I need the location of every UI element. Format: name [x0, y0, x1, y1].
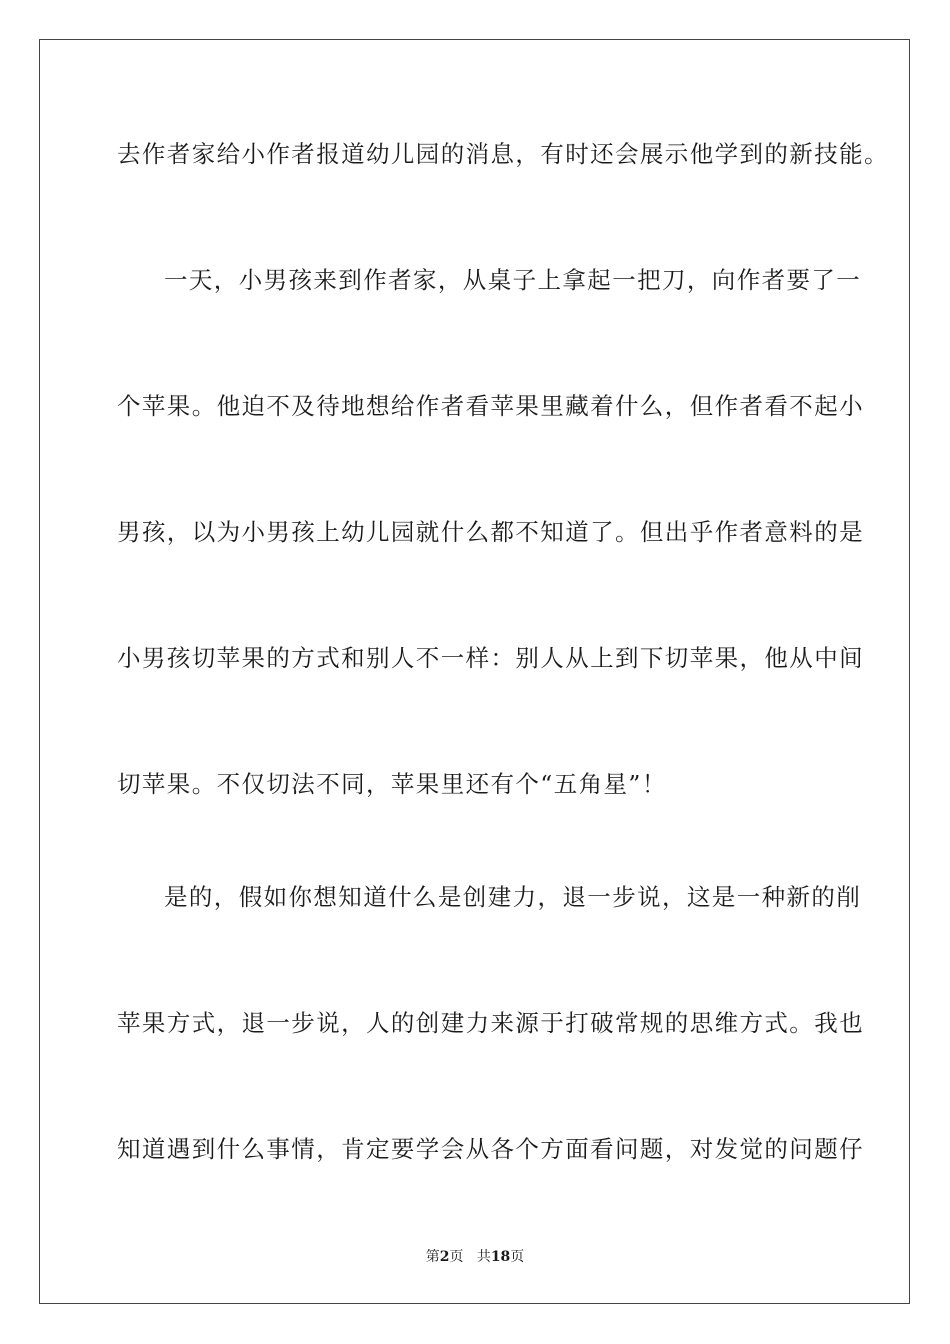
text-line-2: 一天，小男孩来到作者家，从桌子上拿起一把刀，向作者要了一	[164, 266, 862, 294]
footer-page-prefix: 第	[425, 1249, 440, 1265]
text-line-1: 去作者家给小作者报道幼儿园的消息，有时还会展示他学到的新技能。	[117, 140, 889, 168]
text-line-6: 切苹果。不仅切法不同，苹果里还有个“五角星”！	[117, 770, 667, 798]
page-footer	[0, 1248, 950, 1266]
footer-total-prefix: 共	[476, 1249, 491, 1265]
footer-total-pages: 18	[490, 1249, 511, 1265]
text-line-7: 是的，假如你想知道什么是创建力，退一步说，这是一种新的削	[164, 883, 862, 911]
text-line-5: 小男孩切苹果的方式和别人不一样：别人从上到下切苹果，他从中间	[117, 644, 864, 672]
text-line-3: 个苹果。他迫不及待地想给作者看苹果里藏着什么，但作者看不起小	[117, 392, 864, 420]
text-line-4: 男孩，以为小男孩上幼儿园就什么都不知道了。但出乎作者意料的是	[117, 518, 864, 546]
text-line-8: 苹果方式，退一步说，人的创建力来源于打破常规的思维方式。我也	[117, 1009, 864, 1037]
footer-total-suffix: 页	[510, 1249, 525, 1265]
footer-page-number: 2	[439, 1249, 450, 1265]
footer-page-suffix: 页	[449, 1249, 464, 1265]
text-line-9: 知道遇到什么事情，肯定要学会从各个方面看问题，对发觉的问题仔	[117, 1135, 864, 1163]
